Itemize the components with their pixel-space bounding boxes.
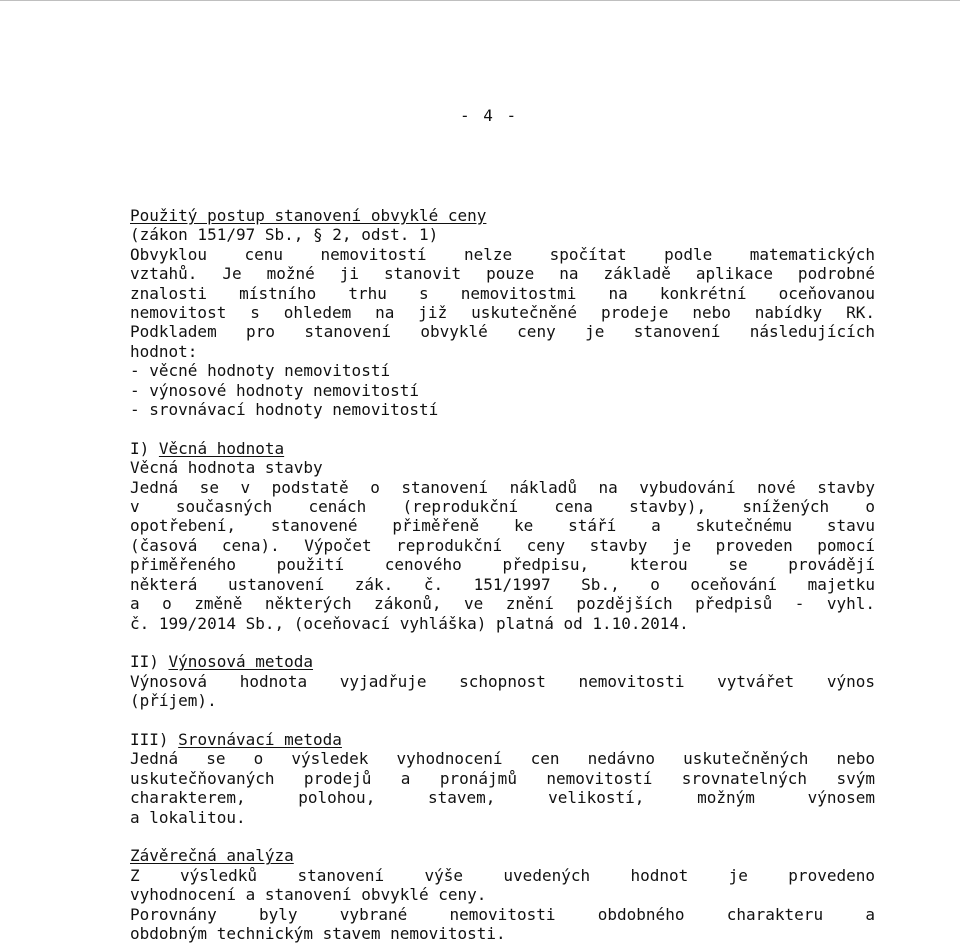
spacer: [130, 711, 875, 730]
text-line: Obvyklou cenu nemovitostí nelze spočítat podle matematických: [130, 244, 875, 264]
spacer: [130, 827, 875, 846]
section-heading-material: [130, 439, 875, 458]
text-line: Podkladem pro stanovení obvyklé ceny je stanovení následujících: [130, 322, 875, 342]
text-line: a lokalitou.: [130, 807, 246, 827]
document-body: [130, 206, 875, 943]
text-line: Porovnány byly vybrané nemovitosti obdobného charakteru a: [130, 904, 875, 924]
section-title: Věcná hodnota: [158, 438, 285, 458]
list-item: - věcné hodnoty nemovitostí: [130, 361, 391, 381]
section-numeral: I): [130, 438, 159, 458]
section-heading-income: [130, 652, 875, 671]
text-line: znalosti místního trhu s nemovitostmi na konkrétní oceňovanou: [130, 283, 875, 303]
text-line: (příjem).: [130, 691, 217, 711]
text-line: (časová cena). Výpočet reprodukční ceny stavby je proveden pomocí: [130, 535, 875, 555]
section-material-value: [130, 439, 875, 633]
section-income-method: [130, 652, 875, 710]
text-line: charakterem, polohou, stavem, velikostí, možným výnosem: [130, 788, 875, 808]
text-line: vztahů. Je možné ji stanovit pouze na základě aplikace podrobné: [130, 264, 875, 284]
section-conclusion: [130, 846, 875, 943]
text-line: (zákon 151/97 Sb., § 2, odst. 1): [130, 225, 439, 245]
text-line: Jedná se v podstatě o stanovení nákladů na vybudování nové stavby: [130, 477, 875, 497]
text-line: uskutečňovaných prodejů a pronájmů nemovitostí srovnatelných svým: [130, 768, 875, 788]
text-line: a o změně některých zákonů, ve znění pozdějších předpisů - vyhl.: [130, 594, 875, 614]
section-numeral: III): [130, 729, 179, 749]
text-line: některá ustanovení zák. č. 151/1997 Sb., o oceňování majetku: [130, 574, 875, 594]
spacer: [130, 419, 875, 438]
text-line: nemovitost s ohledem na již uskutečněné prodeje nebo nabídky RK.: [130, 303, 875, 323]
page-number: - 4 -: [460, 106, 519, 125]
spacer: [130, 633, 875, 652]
text-line: č. 199/2014 Sb., (oceňovací vyhláška) platná od 1.10.2014.: [130, 613, 689, 633]
text-line: přiměřeného použití cenového předpisu, kterou se provádějí: [130, 555, 875, 575]
list-item: - výnosové hodnoty nemovitostí: [130, 380, 419, 400]
section-method: [130, 206, 875, 419]
text-line: hodnot:: [130, 341, 198, 361]
text-line: obdobným technickým stavem nemovitosti.: [130, 923, 506, 943]
section-heading-comparative: [130, 730, 875, 749]
text-line: Z výsledků stanovení výše uvedených hodnot je provedeno: [130, 865, 875, 885]
section-title: Srovnávací metoda: [178, 729, 342, 749]
text-line: v současných cenách (reprodukční cena stavby), snížených o: [130, 497, 875, 517]
text-line: Jedná se o výsledek vyhodnocení cen nedávno uskutečněných nebo: [130, 749, 875, 769]
text-line: Věcná hodnota stavby: [130, 458, 323, 478]
section-title: Výnosová metoda: [168, 652, 314, 672]
section-heading-method: Použitý postup stanovení obvyklé ceny: [130, 206, 487, 225]
text-line: vyhodnocení a stanovení obvyklé ceny.: [130, 885, 487, 905]
section-heading-conclusion: Závěrečná analýza: [130, 846, 294, 866]
page-top-border: [0, 0, 960, 1]
section-comparative-method: [130, 730, 875, 827]
text-line: opotřebení, stanovené přiměřeně ke stáří a skutečnému stavu: [130, 516, 875, 536]
section-numeral: II): [130, 652, 169, 672]
list-item: - srovnávací hodnoty nemovitostí: [130, 400, 439, 420]
text-line: Výnosová hodnota vyjadřuje schopnost nemovitosti vytvářet výnos: [130, 671, 875, 691]
